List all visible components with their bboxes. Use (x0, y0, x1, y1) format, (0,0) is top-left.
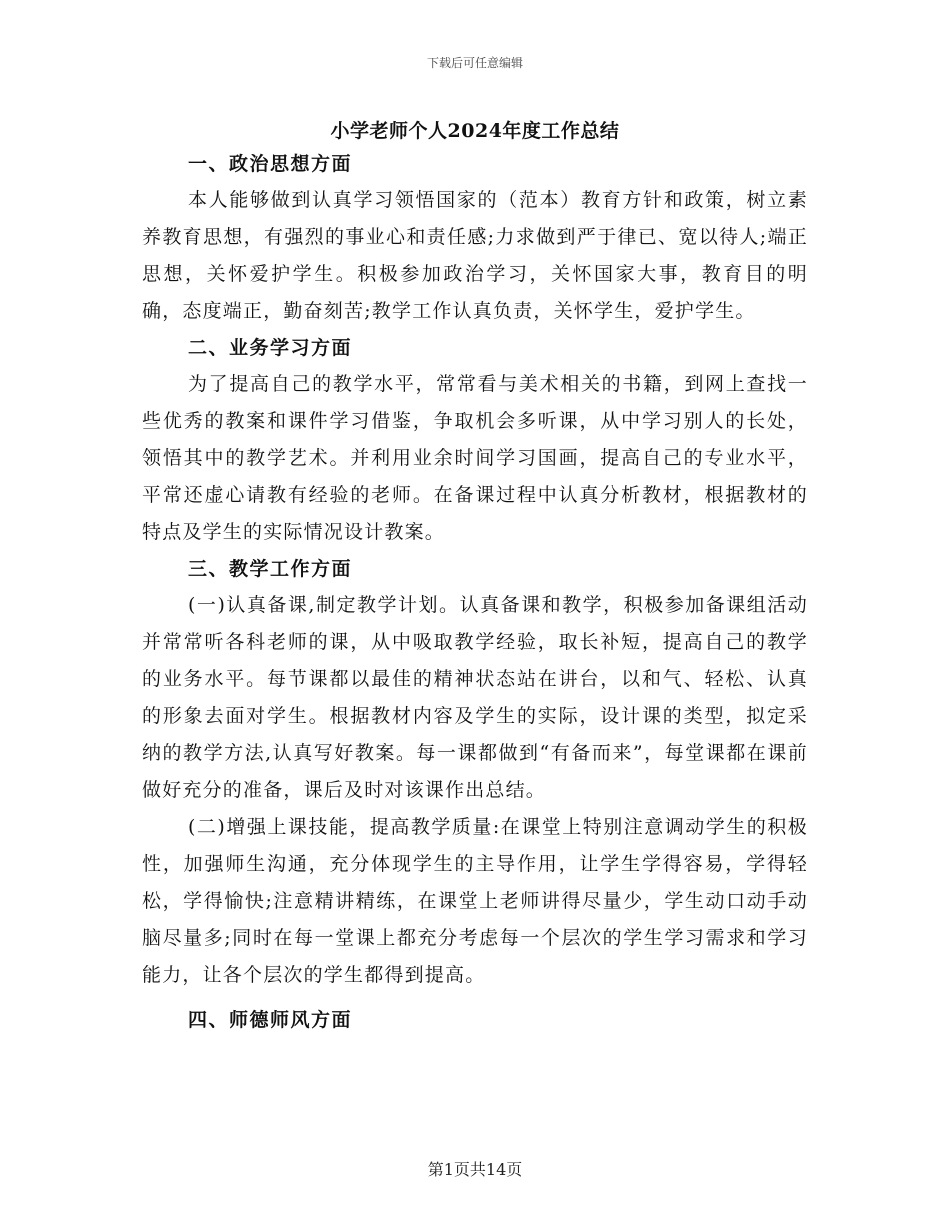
document-title: 小学老师个人2024年度工作总结 (330, 120, 620, 142)
section-heading: 三、教学工作方面 (188, 558, 353, 580)
section-teaching-work (142, 551, 808, 994)
paragraph: (一)认真备课,制定教学计划。认真备课和教学，积极参加备课组活动并常常听各科老师的课，从中吸取教学经验，取长补短，提高自己的教学的业务水平。每节课都以最佳的精神状态站在讲台，以和气、轻松、认真的形象去面对学生。根据教材内容及学生的实际，设计课的类型，拟定采纳的教学方法,认真写好教案。每一课都做到“有备而来”，每堂课都在课前做好充分的准备，课后及时对该课作出总结。 (142, 594, 808, 801)
page-footer: 第1页共14页 (427, 1160, 523, 1179)
section-heading: 二、业务学习方面 (188, 337, 353, 359)
section-political (142, 146, 808, 330)
paragraph: (二)增强上课技能，提高教学质量:在课堂上特别注意调动学生的积极性，加强师生沟通，充分体现学生的主导作用，让学生学得容易，学得轻松，学得愉快;注意精讲精练，在课堂上老师讲得尽量少，学生动口动手动脑尽量多;同时在每一堂课上都充分考虑每一个层次的学生学习需求和学习能力，让各个层次的学生都得到提高。 (142, 816, 808, 986)
paragraph: 为了提高自己的教学水平，常常看与美术相关的书籍，到网上查找一些优秀的教案和课件学习借鉴，争取机会多听课，从中学习别人的长处，领悟其中的教学艺术。并利用业余时间学习国画，提高自己的专业水平，平常还虚心请教有经验的老师。在备课过程中认真分析教材，根据教材的特点及学生的实际情况设计教案。 (142, 373, 808, 543)
header-note: 下载后可任意编辑 (426, 56, 523, 70)
paragraph: 本人能够做到认真学习领悟国家的（范本）教育方针和政策，树立素养教育思想，有强烈的事业心和责任感;力求做到严于律已、宽以待人;端正思想，关怀爱护学生。积极参加政治学习，关怀国家大事，教育目的明确，态度端正，勤奋刻苦;教学工作认真负责，关怀学生，爱护学生。 (142, 189, 808, 322)
section-heading: 一、政治思想方面 (188, 153, 353, 175)
document-body (142, 146, 808, 1038)
section-teacher-ethics (142, 1002, 808, 1038)
section-heading: 四、师德师风方面 (188, 1009, 353, 1031)
section-professional-study (142, 330, 808, 551)
